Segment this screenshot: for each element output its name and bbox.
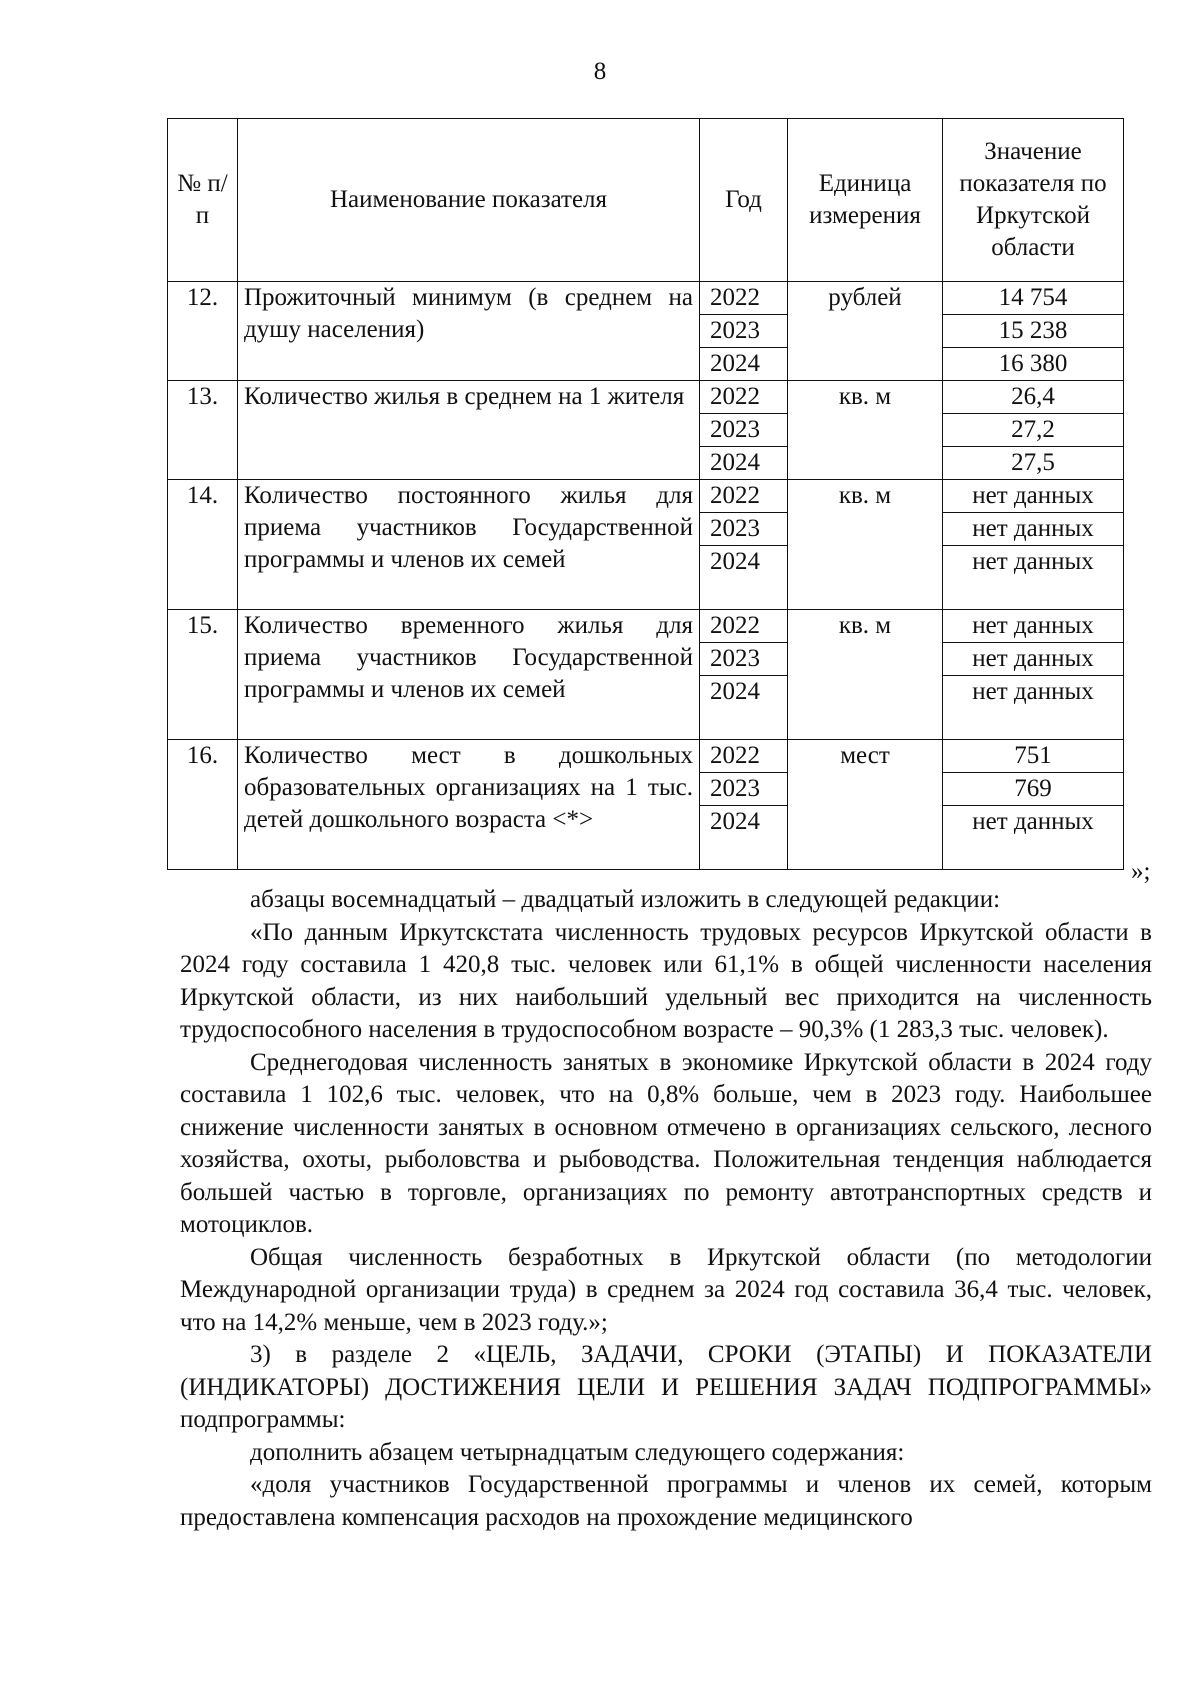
year-cell: 2022: [700, 480, 788, 513]
value-cell: нет данных: [943, 546, 1124, 610]
table-row: [168, 480, 1124, 513]
paragraph: дополнить абзацем четырнадцатым следующего содержания:: [250, 1438, 905, 1466]
value-cell: нет данных: [943, 480, 1124, 513]
year-cell: 2024: [700, 447, 788, 480]
indicators-table: [167, 118, 1124, 870]
paragraph: Среднегодовая численность занятых в экономике Иркутской области в 2024 году составила 1 102,6 тыс. человек, что на 0,8% больше, чем в 2023 году. Наибольшее снижение численности занятых в основном отмечено в организациях сельского, лесного хозяйства, охоты, рыболовства и рыбоводства. Положительная тенденция наблюдается большей частью в торговле, организациях по ремонту автотранспортных средств и мотоциклов.: [180, 1048, 1152, 1238]
row-number: 12.: [168, 282, 238, 381]
body-text: [180, 884, 1152, 1534]
value-cell: 769: [943, 773, 1124, 806]
header-year: Год: [700, 119, 788, 282]
year-cell: 2023: [700, 773, 788, 806]
header-num: № п/п: [168, 119, 238, 282]
value-cell: 15 238: [943, 315, 1124, 348]
unit-cell: кв. м: [788, 480, 943, 610]
value-cell: 27,5: [943, 447, 1124, 480]
year-cell: 2023: [700, 643, 788, 676]
paragraph: «По данным Иркутскстата численность трудовых ресурсов Иркутской области в 2024 году составила 1 420,8 тыс. человек или 61,1% в общей численности населения Иркутской области, из них наибольший удельный вес приходится на численность трудоспособного населения в трудоспособном возрасте – 90,3% (1 283,3 тыс. человек).: [180, 918, 1152, 1043]
paragraph: Общая численность безработных в Иркутской области (по методологии Международной организации труда) в среднем за 2024 год составила 36,4 тыс. человек, что на 14,2% меньше, чем в 2023 году.»;: [180, 1243, 1152, 1336]
year-cell: 2023: [700, 315, 788, 348]
page-number: 8: [593, 58, 607, 85]
header-name: Наименование показателя: [238, 119, 700, 282]
paragraph: абзацы восемнадцатый – двадцатый изложить в следующей редакции:: [250, 886, 1001, 913]
value-cell: нет данных: [943, 806, 1124, 870]
header-unit: Единица измерения: [788, 119, 943, 282]
value-cell: 751: [943, 740, 1124, 773]
row-number: 16.: [168, 740, 238, 870]
year-cell: 2024: [700, 806, 788, 870]
value-cell: нет данных: [943, 676, 1124, 740]
indicator-name: Количество мест в дошкольных образовательных организациях на 1 тыс. детей дошкольного возраста <*>: [238, 740, 700, 870]
paragraph: «доля участников Государственной программы и членов их семей, которым предоставлена компенсация расходов на прохождение медицинского: [180, 1471, 1152, 1531]
row-number: 13.: [168, 381, 238, 480]
value-cell: нет данных: [943, 513, 1124, 546]
year-cell: 2022: [700, 381, 788, 414]
indicator-name: Количество постоянного жилья для приема участников Государственной программы и членов их семей: [238, 480, 700, 610]
year-cell: 2023: [700, 513, 788, 546]
year-cell: 2022: [700, 610, 788, 643]
year-cell: 2022: [700, 740, 788, 773]
header-value: Значение показателя по Иркутской области: [943, 119, 1124, 282]
value-cell: нет данных: [943, 643, 1124, 676]
unit-cell: кв. м: [788, 381, 943, 480]
indicator-name: Количество временного жилья для приема участников Государственной программы и членов их семей: [238, 610, 700, 740]
value-cell: 16 380: [943, 348, 1124, 381]
unit-cell: кв. м: [788, 610, 943, 740]
row-number: 15.: [168, 610, 238, 740]
table-row: [168, 610, 1124, 643]
table-row: [168, 740, 1124, 773]
year-cell: 2024: [700, 348, 788, 381]
value-cell: 26,4: [943, 381, 1124, 414]
year-cell: 2024: [700, 546, 788, 610]
value-cell: нет данных: [943, 610, 1124, 643]
paragraph: 3) в разделе 2 «ЦЕЛЬ, ЗАДАЧИ, СРОКИ (ЭТАПЫ) И ПОКАЗАТЕЛИ (ИНДИКАТОРЫ) ДОСТИЖЕНИЯ ЦЕЛИ И РЕШЕНИЯ ЗАДАЧ ПОДПРОГРАММЫ» подпрограммы:: [180, 1341, 1152, 1433]
indicator-name: Количество жилья в среднем на 1 жителя: [238, 381, 700, 480]
table-row: [168, 381, 1124, 414]
unit-cell: мест: [788, 740, 943, 870]
value-cell: 27,2: [943, 414, 1124, 447]
indicator-name: Прожиточный минимум (в среднем на душу населения): [238, 282, 700, 381]
year-cell: 2022: [700, 282, 788, 315]
year-cell: 2023: [700, 414, 788, 447]
value-cell: 14 754: [943, 282, 1124, 315]
table-closing-quote: »;: [1131, 858, 1151, 885]
year-cell: 2024: [700, 676, 788, 740]
row-number: 14.: [168, 480, 238, 610]
unit-cell: рублей: [788, 282, 943, 381]
table-row: [168, 282, 1124, 315]
